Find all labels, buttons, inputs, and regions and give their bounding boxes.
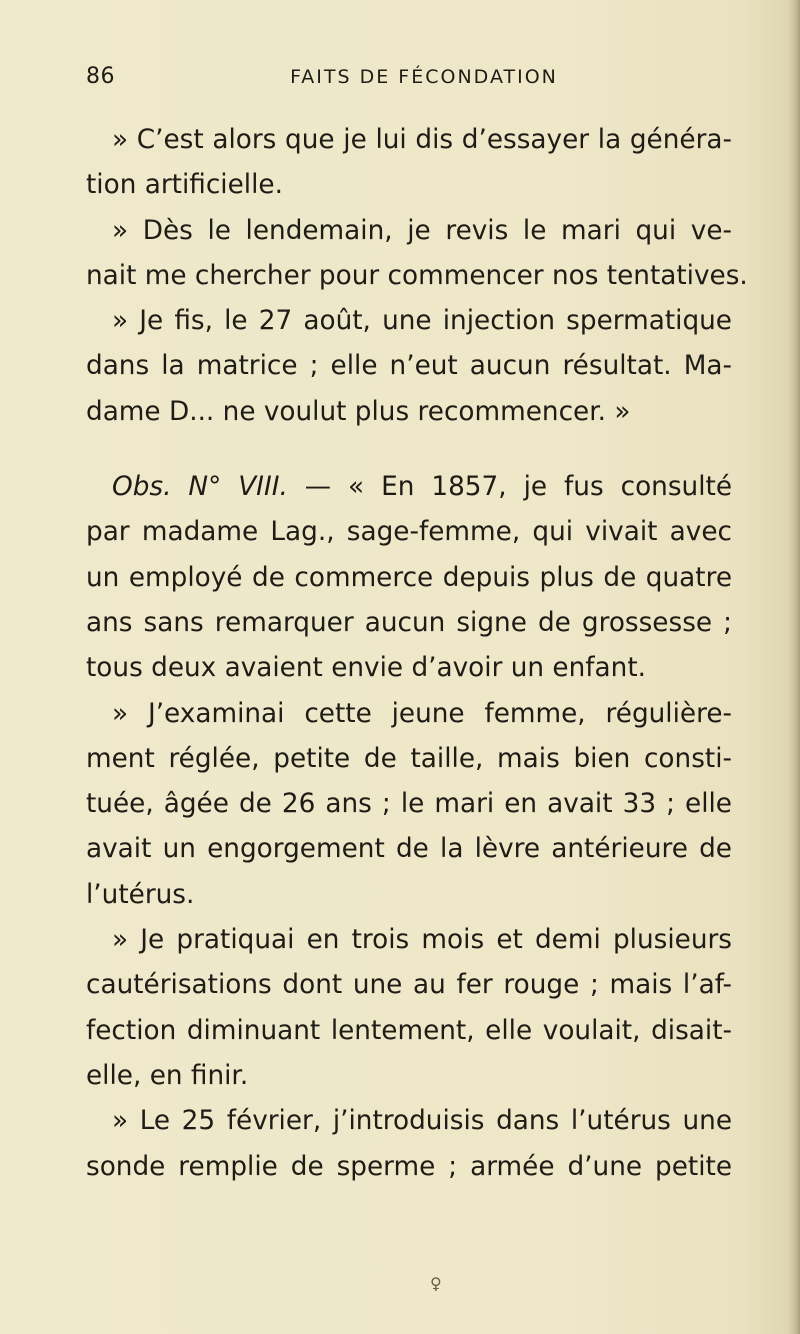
text-line: [86, 465, 732, 510]
page-header: [86, 64, 732, 100]
paragraph-5: [86, 692, 732, 918]
text-line: cautérisations dont une au fer rouge ; mais l’af-: [86, 970, 732, 1001]
text-line: dame D... ne voulut plus recommencer. »: [86, 396, 631, 427]
text-line: un employé de commerce depuis plus de quatre: [86, 562, 732, 593]
text-line: » J’examinai cette jeune femme, régulière-: [112, 698, 732, 729]
text-line: nait me chercher pour commencer nos tentatives.: [86, 260, 748, 291]
section-gap: [86, 435, 732, 465]
text-line-continuation: — « En 1857, je fus consulté: [287, 472, 732, 503]
text-line: » C’est alors que je lui dis d’essayer la généra-: [112, 125, 732, 155]
paragraph-3: [86, 299, 732, 435]
text-line: tuée, âgée de 26 ans ; le mari en avait 33 ; elle: [86, 789, 732, 820]
paragraph-6: [86, 918, 732, 1099]
running-title: FAITS DE FÉCONDATION: [290, 66, 558, 88]
text-line: fection diminuant lentement, elle voulait, disait-: [86, 1015, 732, 1046]
text-line: ment réglée, petite de taille, mais bien consti-: [86, 743, 732, 774]
text-line: » Je pratiquai en trois mois et demi plusieurs: [112, 925, 732, 956]
text-line: elle, en finir.: [86, 1060, 249, 1091]
paragraph-1: [86, 118, 732, 209]
observation-label: Obs. N° VIII.: [112, 472, 288, 503]
paragraph-2: [86, 209, 748, 300]
body-text: [86, 118, 748, 1190]
page-edge-shadow: [788, 0, 800, 1334]
text-line: tous deux avaient envie d’avoir un enfant.: [86, 653, 646, 684]
paragraph-7: [86, 1099, 732, 1190]
text-line: dans la matrice ; elle n’eut aucun résultat. Ma-: [86, 351, 732, 382]
text-line: avait un engorgement de la lèvre antérieure de: [86, 834, 732, 865]
text-line: par madame Lag., sage-femme, qui vivait avec: [86, 517, 732, 548]
text-line: » Je fis, le 27 août, une injection spermatique: [112, 306, 732, 337]
text-line: » Le 25 février, j’introduisis dans l’utérus une: [112, 1106, 732, 1137]
page-number: 86: [86, 64, 115, 89]
text-line: sonde remplie de sperme ; armée d’une petite: [86, 1151, 732, 1182]
text-line: tion artificielle.: [86, 170, 283, 201]
printer-mark: ♀: [430, 1274, 442, 1293]
text-line: » Dès le lendemain, je revis le mari qui ve-: [112, 215, 732, 246]
observation-paragraph: [86, 465, 732, 691]
text-line: l’utérus.: [86, 879, 195, 910]
text-line: ans sans remarquer aucun signe de grossesse ;: [86, 607, 732, 638]
